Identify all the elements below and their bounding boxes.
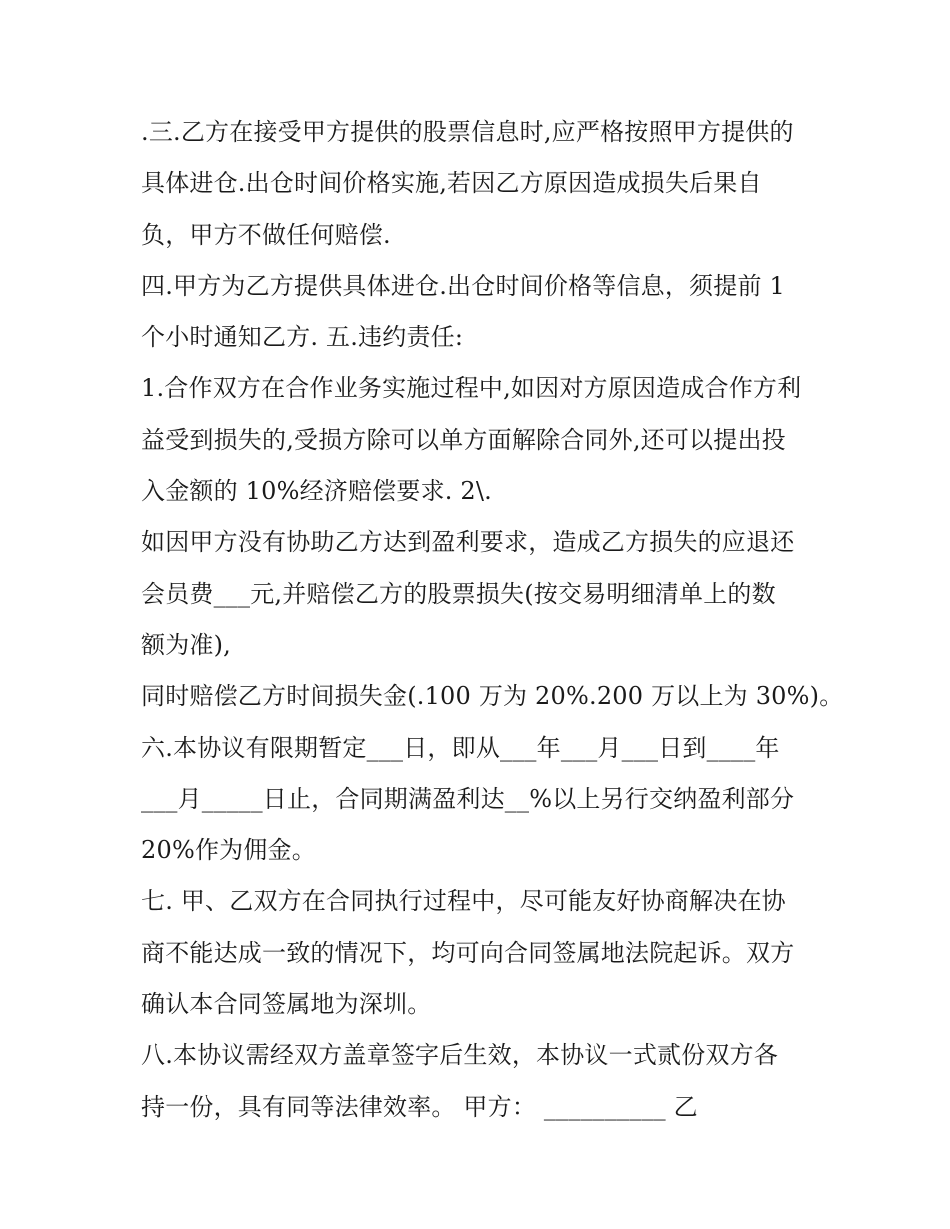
text-line: 额为准), [141, 630, 231, 659]
text-line: 1.合作双方在合作业务实施过程中,如因对方原因造成合作方利 [141, 374, 802, 403]
text-line: ___月_____日止，合同期满盈利达__%以上另行交纳盈利部分 [141, 784, 795, 813]
text-line: 商不能达成一致的情况下，均可向合同签属地法院起诉。双方 [141, 938, 795, 967]
text-line: 负，甲方不做任何赔偿. [141, 220, 391, 249]
text-line: 同时赔偿乙方时间损失金(.100 万为 20%.200 万以上为 30%)。 [141, 682, 844, 711]
text-line: 会员费___元,并赔偿乙方的股票损失(按交易明细清单上的数 [141, 579, 776, 608]
text-line: 入金额的 10%经济赔偿要求. 2\. [141, 477, 493, 506]
text-line: 持一份，具有同等法律效率。 甲方： __________ 乙 [141, 1092, 698, 1121]
text-line: 七. 甲、乙双方在合同执行过程中，尽可能友好协商解决在协 [141, 887, 786, 916]
text-line: 六.本协议有限期暂定___日，即从___年___月___日到____年 [141, 733, 780, 762]
text-line: 如因甲方没有协助乙方达到盈利要求，造成乙方损失的应退还 [141, 528, 795, 557]
text-line: 八.本协议需经双方盖章签字后生效，本协议一式贰份双方各 [141, 1041, 779, 1070]
text-line: 确认本合同签属地为深圳。 [141, 990, 432, 1019]
text-line: 四.甲方为乙方提供具体进仓.出仓时间价格等信息，须提前 1 [141, 271, 785, 300]
text-line: 个小时通知乙方. 五.违约责任: [141, 323, 464, 352]
text-line: 益受到损失的,受损方除可以单方面解除合同外,还可以提出投 [141, 425, 786, 454]
text-line: 20%作为佣金。 [141, 836, 316, 865]
text-line: 具体进仓.出仓时间价格实施,若因乙方原因造成损失后果自 [141, 169, 762, 198]
text-line: .三.乙方在接受甲方提供的股票信息时,应严格按照甲方提供的 [141, 118, 794, 146]
contract-text [141, 107, 844, 1133]
